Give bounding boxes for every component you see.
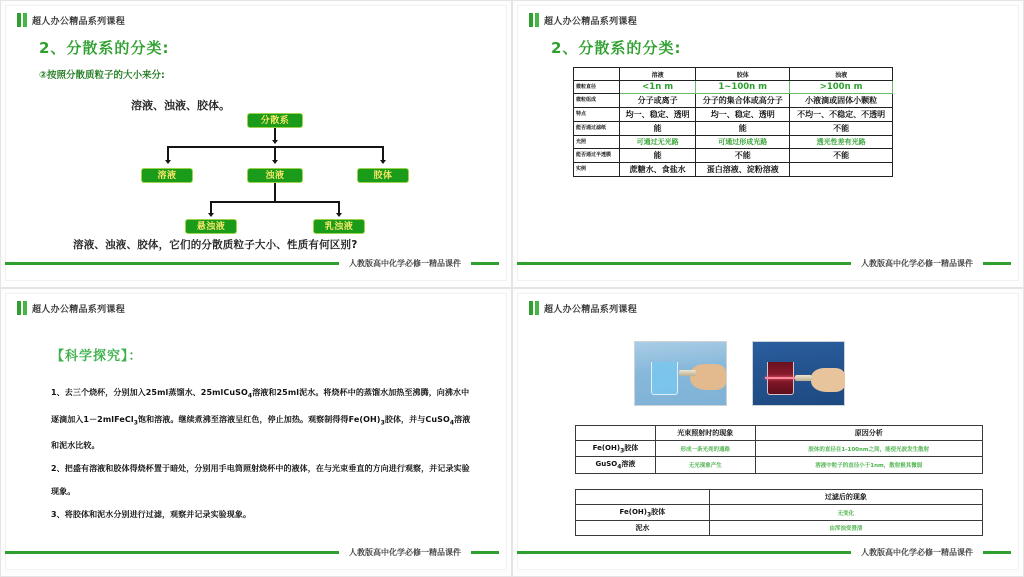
slide-1[interactable] (0, 0, 512, 288)
footer-rule-right (983, 551, 1011, 554)
flow-node-turbid: 浊液 (247, 168, 303, 183)
experiment-step-3: 3、将胶体和泥水分别进行过滤，观察并记录实验现象。 (51, 510, 252, 520)
slide-3-canvas (5, 293, 507, 570)
table-row-label: 能否通过半透膜 (574, 149, 620, 163)
table-row (574, 108, 893, 122)
table-row-label: GuSO$_4$溶液 (576, 457, 656, 473)
table-cell: 无光现象产生 (655, 457, 755, 473)
slide-1-canvas (5, 5, 507, 281)
connector-mid-drop (274, 146, 276, 161)
table-corner-cell (574, 68, 620, 81)
experiment-step-1: 1、去三个烧杯，分别加入25ml蒸馏水、25mlCuSO$_4$溶液和25ml泥水。将烧杯中的蒸馏水加热至沸腾，向沸水中逐滴加入1－2mlFeCl$_3$饱和溶液。继续煮沸至溶液呈红色，停止加热。观察制得得$Fe(OH)_3$胶体，并与CuSO$_4$溶液和泥水比较。 (51, 388, 471, 451)
experiment-steps (51, 381, 475, 526)
table-cell: 能 (696, 122, 790, 136)
table-col-header-0 (576, 490, 710, 505)
slide-4-canvas (517, 293, 1019, 570)
connector-right-drop (382, 146, 384, 161)
arrow-emul-down (336, 213, 342, 217)
slide-footer (517, 255, 1019, 271)
header-title: 超人办公精品系列课程 (544, 16, 638, 27)
table-row-label: $Fe(OH)_3$胶体 (576, 441, 656, 457)
table-row (576, 505, 983, 521)
lead-line: 溶液、浊液、胶体。 (131, 99, 230, 112)
table-cell: 可通过无光路 (620, 136, 696, 149)
connector-left-drop (167, 146, 169, 161)
table-cell: 形成一条光亮的通路 (655, 441, 755, 457)
tyndall-observation-table (575, 425, 983, 474)
table-cell: 不能 (790, 149, 893, 163)
flow-node-root: 分散系 (247, 113, 303, 128)
table-row (574, 149, 893, 163)
slide-4[interactable] (512, 288, 1024, 577)
table-cell: 能 (620, 149, 696, 163)
table-row-label: 泥水 (576, 521, 710, 536)
table-col-header-2: 原因分析 (755, 426, 982, 441)
table-cell: 能 (620, 122, 696, 136)
table-cell: 均一、稳定、透明 (620, 108, 696, 122)
filtration-observation-table (575, 489, 983, 536)
table-cell: 蔗糖水、食盐水 (620, 163, 696, 177)
table-cell: 分子或离子 (620, 94, 696, 108)
slide-header (529, 301, 637, 315)
flashlight-icon (679, 370, 696, 376)
table-col-header-1: 过滤后的现象 (709, 490, 982, 505)
flow-node-solution: 溶液 (141, 168, 193, 183)
header-title: 超人办公精品系列课程 (32, 304, 126, 315)
arrow-root-down (272, 140, 278, 144)
slide-footer (517, 544, 1019, 560)
beaker-icon (651, 362, 678, 395)
brand-bars-icon (529, 13, 539, 27)
footer-text: 人教版高中化学必修一精品课件 (349, 547, 461, 557)
table-row (574, 122, 893, 136)
slide-header (17, 301, 125, 315)
slide-footer (5, 255, 507, 271)
table-row-label: 实例 (574, 163, 620, 177)
flow-node-emulsion: 乳浊液 (313, 219, 365, 234)
table-row-label: 微粒直径 (574, 81, 620, 94)
footer-text: 人教版高中化学必修一精品课件 (861, 547, 973, 557)
table-row-label: $Fe(OH)_3$胶体 (576, 505, 710, 521)
header-title: 超人办公精品系列课程 (32, 16, 126, 27)
discussion-question: 溶液、浊液、胶体，它们的分散质粒子大小、性质有何区别? (73, 239, 358, 251)
experiment-step-2: 2、把盛有溶液和胶体得烧杯置于暗处，分别用手电筒照射烧杯中的液体，在与光束垂直的方向进行观察，并记录实验现象。 (51, 464, 470, 497)
slide-header (17, 13, 125, 27)
page-subtitle: ②按照分散质粒子的大小来分: (39, 70, 165, 81)
table-row (576, 457, 983, 473)
page-title: 【科学探究】： (51, 349, 143, 364)
table-row (574, 94, 893, 108)
table-header-row (576, 490, 983, 505)
footer-rule-left (5, 262, 339, 265)
footer-text: 人教版高中化学必修一精品课件 (861, 258, 973, 268)
table-cell: >100n m (790, 81, 893, 94)
arrow-right-down (380, 160, 386, 164)
table-cell: 无变化 (709, 505, 982, 521)
slide-2[interactable] (512, 0, 1024, 288)
brand-bars-icon (17, 13, 27, 27)
table-cell: 可通过形成光路 (696, 136, 790, 149)
table-cell: 1~100n m (696, 81, 790, 94)
slide-footer (5, 544, 507, 560)
table-cell: 溶液中粒子的直径小于1nm，散射极其微弱 (755, 457, 982, 473)
footer-rule-left (517, 262, 851, 265)
footer-rule-right (983, 262, 1011, 265)
arrow-left-down (165, 160, 171, 164)
footer-rule-left (517, 551, 851, 554)
flow-node-colloid: 胶体 (357, 168, 409, 183)
brand-bars-icon (529, 301, 539, 315)
table-cell: 小液滴或固体小颗粒 (790, 94, 893, 108)
table-col-header-0 (576, 426, 656, 441)
dispersion-comparison-table (573, 67, 893, 177)
page-title: 2、分散系的分类: (551, 39, 682, 57)
table-row (576, 441, 983, 457)
table-cell: 胶体的直径在1-100nm之间，能使光波发生散射 (755, 441, 982, 457)
table-row-label: 能否通过滤纸 (574, 122, 620, 136)
arrow-mid-down (272, 160, 278, 164)
table-row-label: 特点 (574, 108, 620, 122)
page-title: 2、分散系的分类: (39, 39, 170, 57)
table-cell: 蛋白溶液、淀粉溶液 (696, 163, 790, 177)
table-row-label: 光照 (574, 136, 620, 149)
table-col-header-1: 胶体 (696, 68, 790, 81)
table-cell: 由浑浊变澄清 (709, 521, 982, 536)
slide-2-canvas (517, 5, 1019, 281)
footer-rule-right (471, 551, 499, 554)
table-cell: 不能 (790, 122, 893, 136)
table-row (574, 136, 893, 149)
brand-bars-icon (17, 301, 27, 315)
table-cell: <1n m (620, 81, 696, 94)
classification-flow-diagram (135, 113, 425, 233)
table-row (574, 81, 893, 94)
blue-solution-tyndall-photo (634, 341, 727, 406)
table-row (576, 521, 983, 536)
arrow-susp-down (208, 213, 214, 217)
table-cell: 均一、稳定、透明 (696, 108, 790, 122)
table-cell (790, 163, 893, 177)
connector-bus-2 (210, 201, 340, 203)
table-col-header-0: 溶液 (620, 68, 696, 81)
hand-icon (811, 368, 845, 392)
header-title: 超人办公精品系列课程 (544, 304, 638, 315)
footer-rule-left (5, 551, 339, 554)
flashlight-icon (795, 375, 812, 381)
red-colloid-tyndall-photo (752, 341, 845, 406)
slide-3[interactable] (0, 288, 512, 577)
table-col-header-2: 浊液 (790, 68, 893, 81)
table-cell: 不能 (696, 149, 790, 163)
table-header-row (576, 426, 983, 441)
table-cell: 分子的集合体或高分子 (696, 94, 790, 108)
hand-icon (690, 364, 726, 390)
footer-rule-right (471, 262, 499, 265)
slide-header (529, 13, 637, 27)
footer-text: 人教版高中化学必修一精品课件 (349, 258, 461, 268)
table-row-label: 微粒组成 (574, 94, 620, 108)
flow-node-suspension: 悬浊液 (185, 219, 237, 234)
connector-turbid-down (274, 183, 276, 201)
table-cell: 透光性差有光路 (790, 136, 893, 149)
table-row (574, 163, 893, 177)
table-col-header-1: 光束照射时的现象 (655, 426, 755, 441)
table-cell: 不均一、不稳定、不透明 (790, 108, 893, 122)
